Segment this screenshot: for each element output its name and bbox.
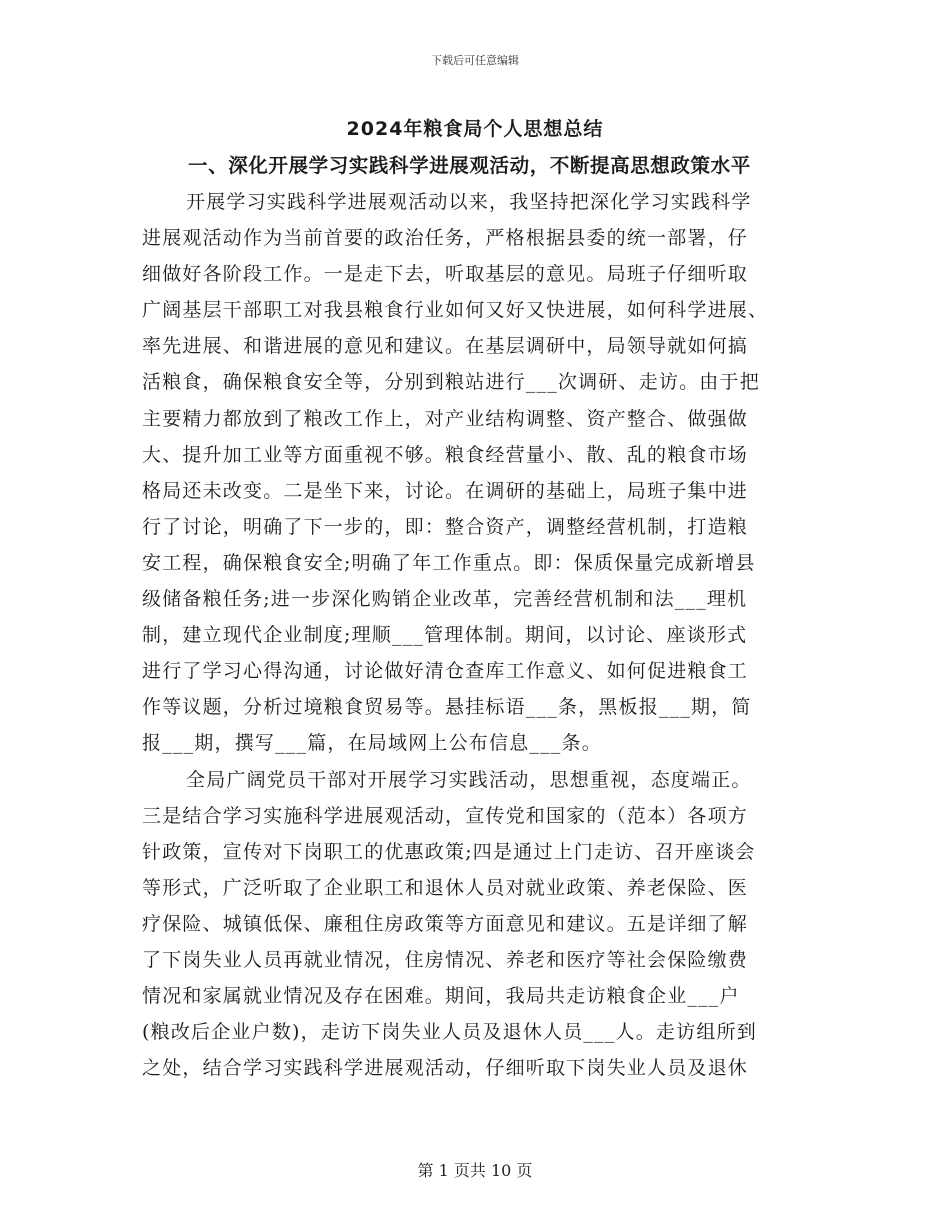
- paragraph-line: 细做好各阶段工作。一是走下去，听取基层的意见。局班子仔细听取: [142, 263, 749, 286]
- paragraph-line: 作等议题，分析过境粮食贸易等。悬挂标语___条，黑板报___期，简: [142, 696, 752, 719]
- paragraph-line: 三是结合学习实施科学进展观活动，宣传党和国家的（范本）各项方: [142, 804, 749, 827]
- paragraph-line: 全局广阔党员干部对开展学习实践活动，思想重视，态度端正。: [186, 768, 752, 791]
- paragraph-line: 格局还未改变。二是坐下来，讨论。在调研的基础上，局班子集中进: [142, 479, 749, 502]
- paragraph-line: 制，建立现代企业制度;理顺___管理体制。期间，以讨论、座谈形式: [142, 624, 748, 647]
- paragraph-line: 等形式，广泛听取了企业职工和退休人员对就业政策、养老保险、医: [142, 876, 749, 899]
- document-title: 2024年粮食局个人思想总结: [346, 118, 604, 140]
- paragraph-line: 行了讨论，明确了下一步的，即：整合资产，调整经营机制，打造粮: [142, 515, 749, 538]
- paragraph-line: 之处，结合学习实践科学进展观活动，仔细听取下岗失业人员及退休: [142, 1057, 749, 1080]
- paragraph-line: 针政策，宣传对下岗职工的优惠政策;四是通过上门走访、召开座谈会: [142, 840, 756, 863]
- paragraph-line: 进展观活动作为当前首要的政治任务，严格根据县委的统一部署，仔: [142, 227, 749, 250]
- paragraph-line: 活粮食，确保粮食安全等，分别到粮站进行___次调研、走访。由于把: [142, 371, 760, 394]
- paragraph-line: 级储备粮任务;进一步深化购销企业改革，完善经营机制和法___理机: [142, 588, 748, 611]
- paragraph-line: 开展学习实践科学进展观活动以来，我坚持把深化学习实践科学: [186, 191, 752, 213]
- paragraph-line: (粮改后企业户数)，走访下岗失业人员及退休人员___人。走访组所到: [142, 1021, 757, 1044]
- paragraph-line: 率先进展、和谐进展的意见和建议。在基层调研中，局领导就如何搞: [142, 335, 749, 358]
- section-heading: 一、深化开展学习实践科学进展观活动，不断提高思想政策水平: [188, 154, 751, 177]
- paragraph-line: 广阔基层干部职工对我县粮食行业如何又好又快进展，如何科学进展、: [142, 299, 769, 322]
- paragraph-line: 进行了学习心得沟通，讨论做好清仓查库工作意义、如何促进粮食工: [142, 660, 749, 683]
- document-body: [142, 184, 807, 1086]
- paragraph-line: 疗保险、城镇低保、廉租住房政策等方面意见和建议。五是详细了解: [142, 912, 749, 935]
- paragraph-line: 安工程，确保粮食安全;明确了年工作重点。即：保质保量完成新增县: [142, 551, 756, 574]
- page-footer-number: 第 1 页共 10 页: [417, 1161, 533, 1180]
- paragraph-line: 情况和家属就业情况及存在困难。期间，我局共走访粮食企业___户: [142, 985, 740, 1008]
- page-header-note: 下载后可任意编辑: [431, 54, 519, 67]
- paragraph-line: 主要精力都放到了粮改工作上，对产业结构调整、资产整合、做强做: [142, 407, 749, 430]
- paragraph-line: 了下岗失业人员再就业情况，住房情况、养老和医疗等社会保险缴费: [142, 948, 749, 971]
- paragraph-line: 大、提升加工业等方面重视不够。粮食经营量小、散、乱的粮食市场: [142, 443, 749, 466]
- paragraph-line: 报___期，撰写___篇，在局域网上公布信息___条。: [142, 732, 602, 755]
